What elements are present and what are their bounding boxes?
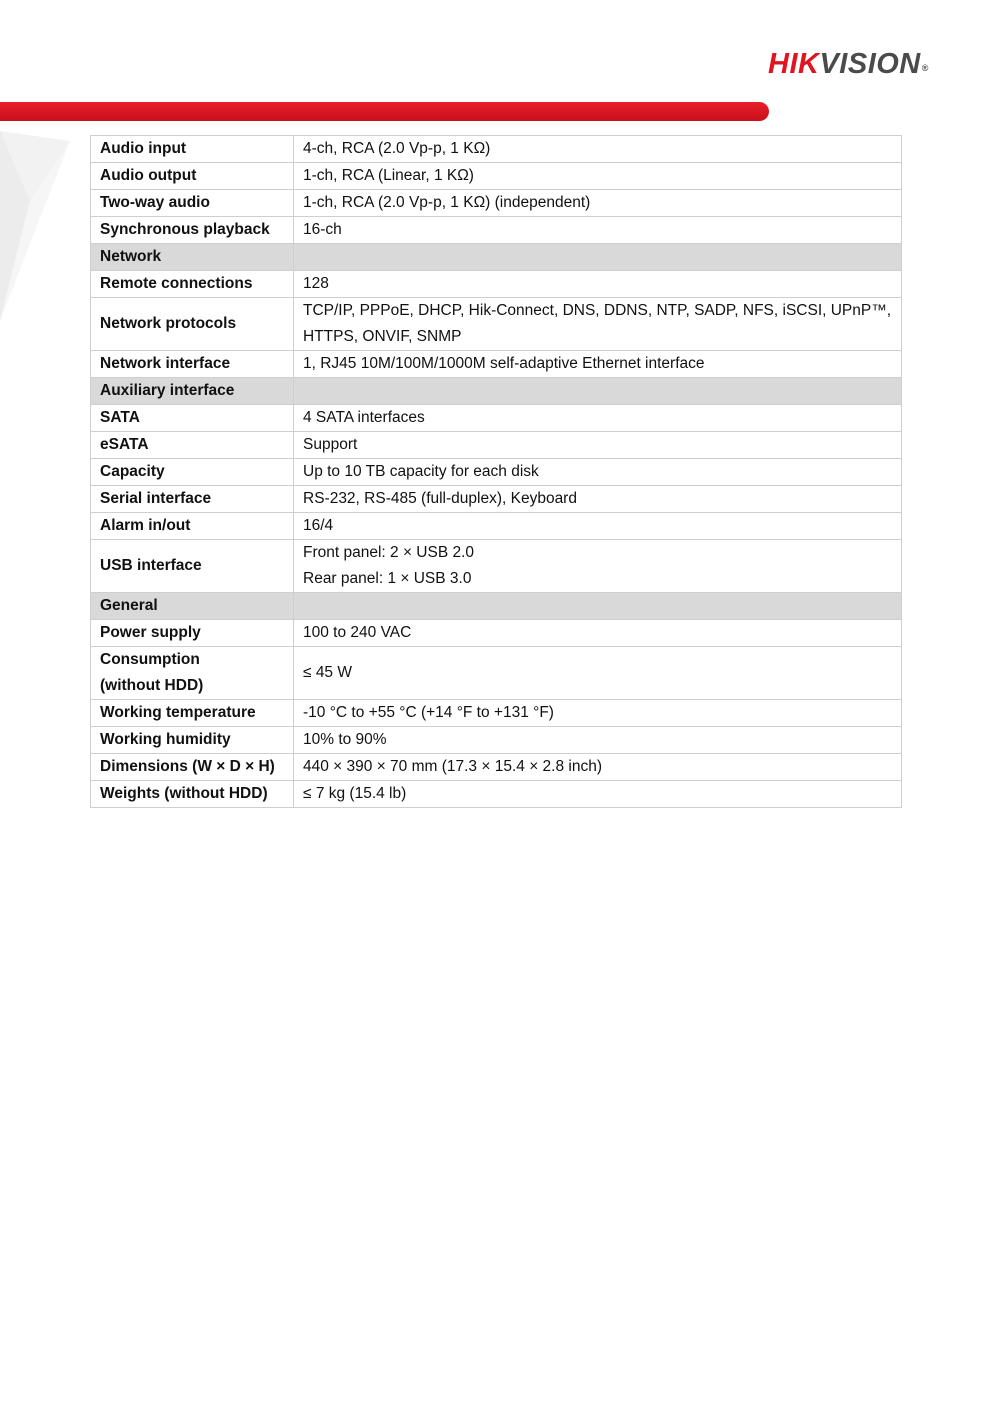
spec-value: 4-ch, RCA (2.0 Vp-p, 1 KΩ) bbox=[294, 136, 902, 163]
table-row bbox=[91, 271, 902, 298]
spec-value-line: Front panel: 2 × USB 2.0 bbox=[303, 544, 475, 561]
table-row bbox=[91, 190, 902, 217]
table-row bbox=[91, 351, 902, 378]
spec-value: 10% to 90% bbox=[294, 727, 902, 754]
spec-label: Synchronous playback bbox=[91, 217, 294, 244]
spec-value: Support bbox=[294, 432, 902, 459]
table-row bbox=[91, 163, 902, 190]
section-title: Auxiliary interface bbox=[91, 378, 294, 405]
spec-label: Audio input bbox=[91, 136, 294, 163]
spec-value: 128 bbox=[294, 271, 902, 298]
spec-label: Capacity bbox=[91, 459, 294, 486]
spec-value bbox=[294, 540, 902, 593]
table-row bbox=[91, 754, 902, 781]
header-red-bar bbox=[0, 102, 769, 121]
spec-label: Network protocols bbox=[91, 298, 294, 351]
table-row bbox=[91, 781, 902, 808]
table-row bbox=[91, 513, 902, 540]
spec-label: Dimensions (W × D × H) bbox=[91, 754, 294, 781]
table-row bbox=[91, 647, 902, 700]
hikvision-logo bbox=[768, 44, 958, 84]
spec-label bbox=[91, 647, 294, 700]
spec-value: 100 to 240 VAC bbox=[294, 620, 902, 647]
spec-value bbox=[294, 298, 902, 351]
table-row bbox=[91, 540, 902, 593]
spec-value: 4 SATA interfaces bbox=[294, 405, 902, 432]
table-row bbox=[91, 727, 902, 754]
spec-label: Power supply bbox=[91, 620, 294, 647]
section-filler bbox=[294, 593, 902, 620]
spec-label: SATA bbox=[91, 405, 294, 432]
table-row bbox=[91, 700, 902, 727]
table-row bbox=[91, 459, 902, 486]
spec-value: RS-232, RS-485 (full-duplex), Keyboard bbox=[294, 486, 902, 513]
spec-label: Alarm in/out bbox=[91, 513, 294, 540]
spec-value: Up to 10 TB capacity for each disk bbox=[294, 459, 902, 486]
table-row bbox=[91, 486, 902, 513]
spec-value: 1-ch, RCA (Linear, 1 KΩ) bbox=[294, 163, 902, 190]
section-header-row bbox=[91, 378, 902, 405]
table-row bbox=[91, 432, 902, 459]
spec-label: Audio output bbox=[91, 163, 294, 190]
table-row bbox=[91, 620, 902, 647]
spec-value: ≤ 45 W bbox=[294, 647, 902, 700]
section-title: General bbox=[91, 593, 294, 620]
table-row bbox=[91, 298, 902, 351]
logo-vision-text: VISION bbox=[819, 48, 921, 80]
spec-value: -10 °C to +55 °C (+14 °F to +131 °F) bbox=[294, 700, 902, 727]
decorative-shard-graphic bbox=[0, 121, 80, 341]
spec-label: Weights (without HDD) bbox=[91, 781, 294, 808]
spec-label: Serial interface bbox=[91, 486, 294, 513]
table-row bbox=[91, 136, 902, 163]
spec-label: USB interface bbox=[91, 540, 294, 593]
spec-value-line: TCP/IP, PPPoE, DHCP, Hik-Connect, DNS, DDNS, NTP, SADP, NFS, iSCSI, UPnP™, bbox=[303, 302, 892, 319]
section-header-row bbox=[91, 593, 902, 620]
spec-value: 440 × 390 × 70 mm (17.3 × 15.4 × 2.8 inch) bbox=[294, 754, 902, 781]
spec-value: 1-ch, RCA (2.0 Vp-p, 1 KΩ) (independent) bbox=[294, 190, 902, 217]
spec-label: Two-way audio bbox=[91, 190, 294, 217]
spec-table bbox=[90, 135, 902, 808]
spec-label-line: (without HDD) bbox=[100, 677, 204, 694]
logo-registered-mark: ® bbox=[921, 63, 929, 73]
section-filler bbox=[294, 244, 902, 271]
spec-value: 16/4 bbox=[294, 513, 902, 540]
section-header-row bbox=[91, 244, 902, 271]
table-row bbox=[91, 217, 902, 244]
spec-label-line: Consumption bbox=[100, 651, 200, 668]
spec-label: Working temperature bbox=[91, 700, 294, 727]
spec-label: Network interface bbox=[91, 351, 294, 378]
spec-value: 16-ch bbox=[294, 217, 902, 244]
spec-value: 1, RJ45 10M/100M/1000M self-adaptive Ethernet interface bbox=[294, 351, 902, 378]
spec-label: Remote connections bbox=[91, 271, 294, 298]
section-filler bbox=[294, 378, 902, 405]
spec-value: ≤ 7 kg (15.4 lb) bbox=[294, 781, 902, 808]
spec-label: eSATA bbox=[91, 432, 294, 459]
spec-label: Working humidity bbox=[91, 727, 294, 754]
spec-value-line: Rear panel: 1 × USB 3.0 bbox=[303, 570, 472, 587]
section-title: Network bbox=[91, 244, 294, 271]
table-row bbox=[91, 405, 902, 432]
logo-hik-text: HIK bbox=[768, 48, 820, 80]
spec-value-line: HTTPS, ONVIF, SNMP bbox=[303, 328, 462, 345]
